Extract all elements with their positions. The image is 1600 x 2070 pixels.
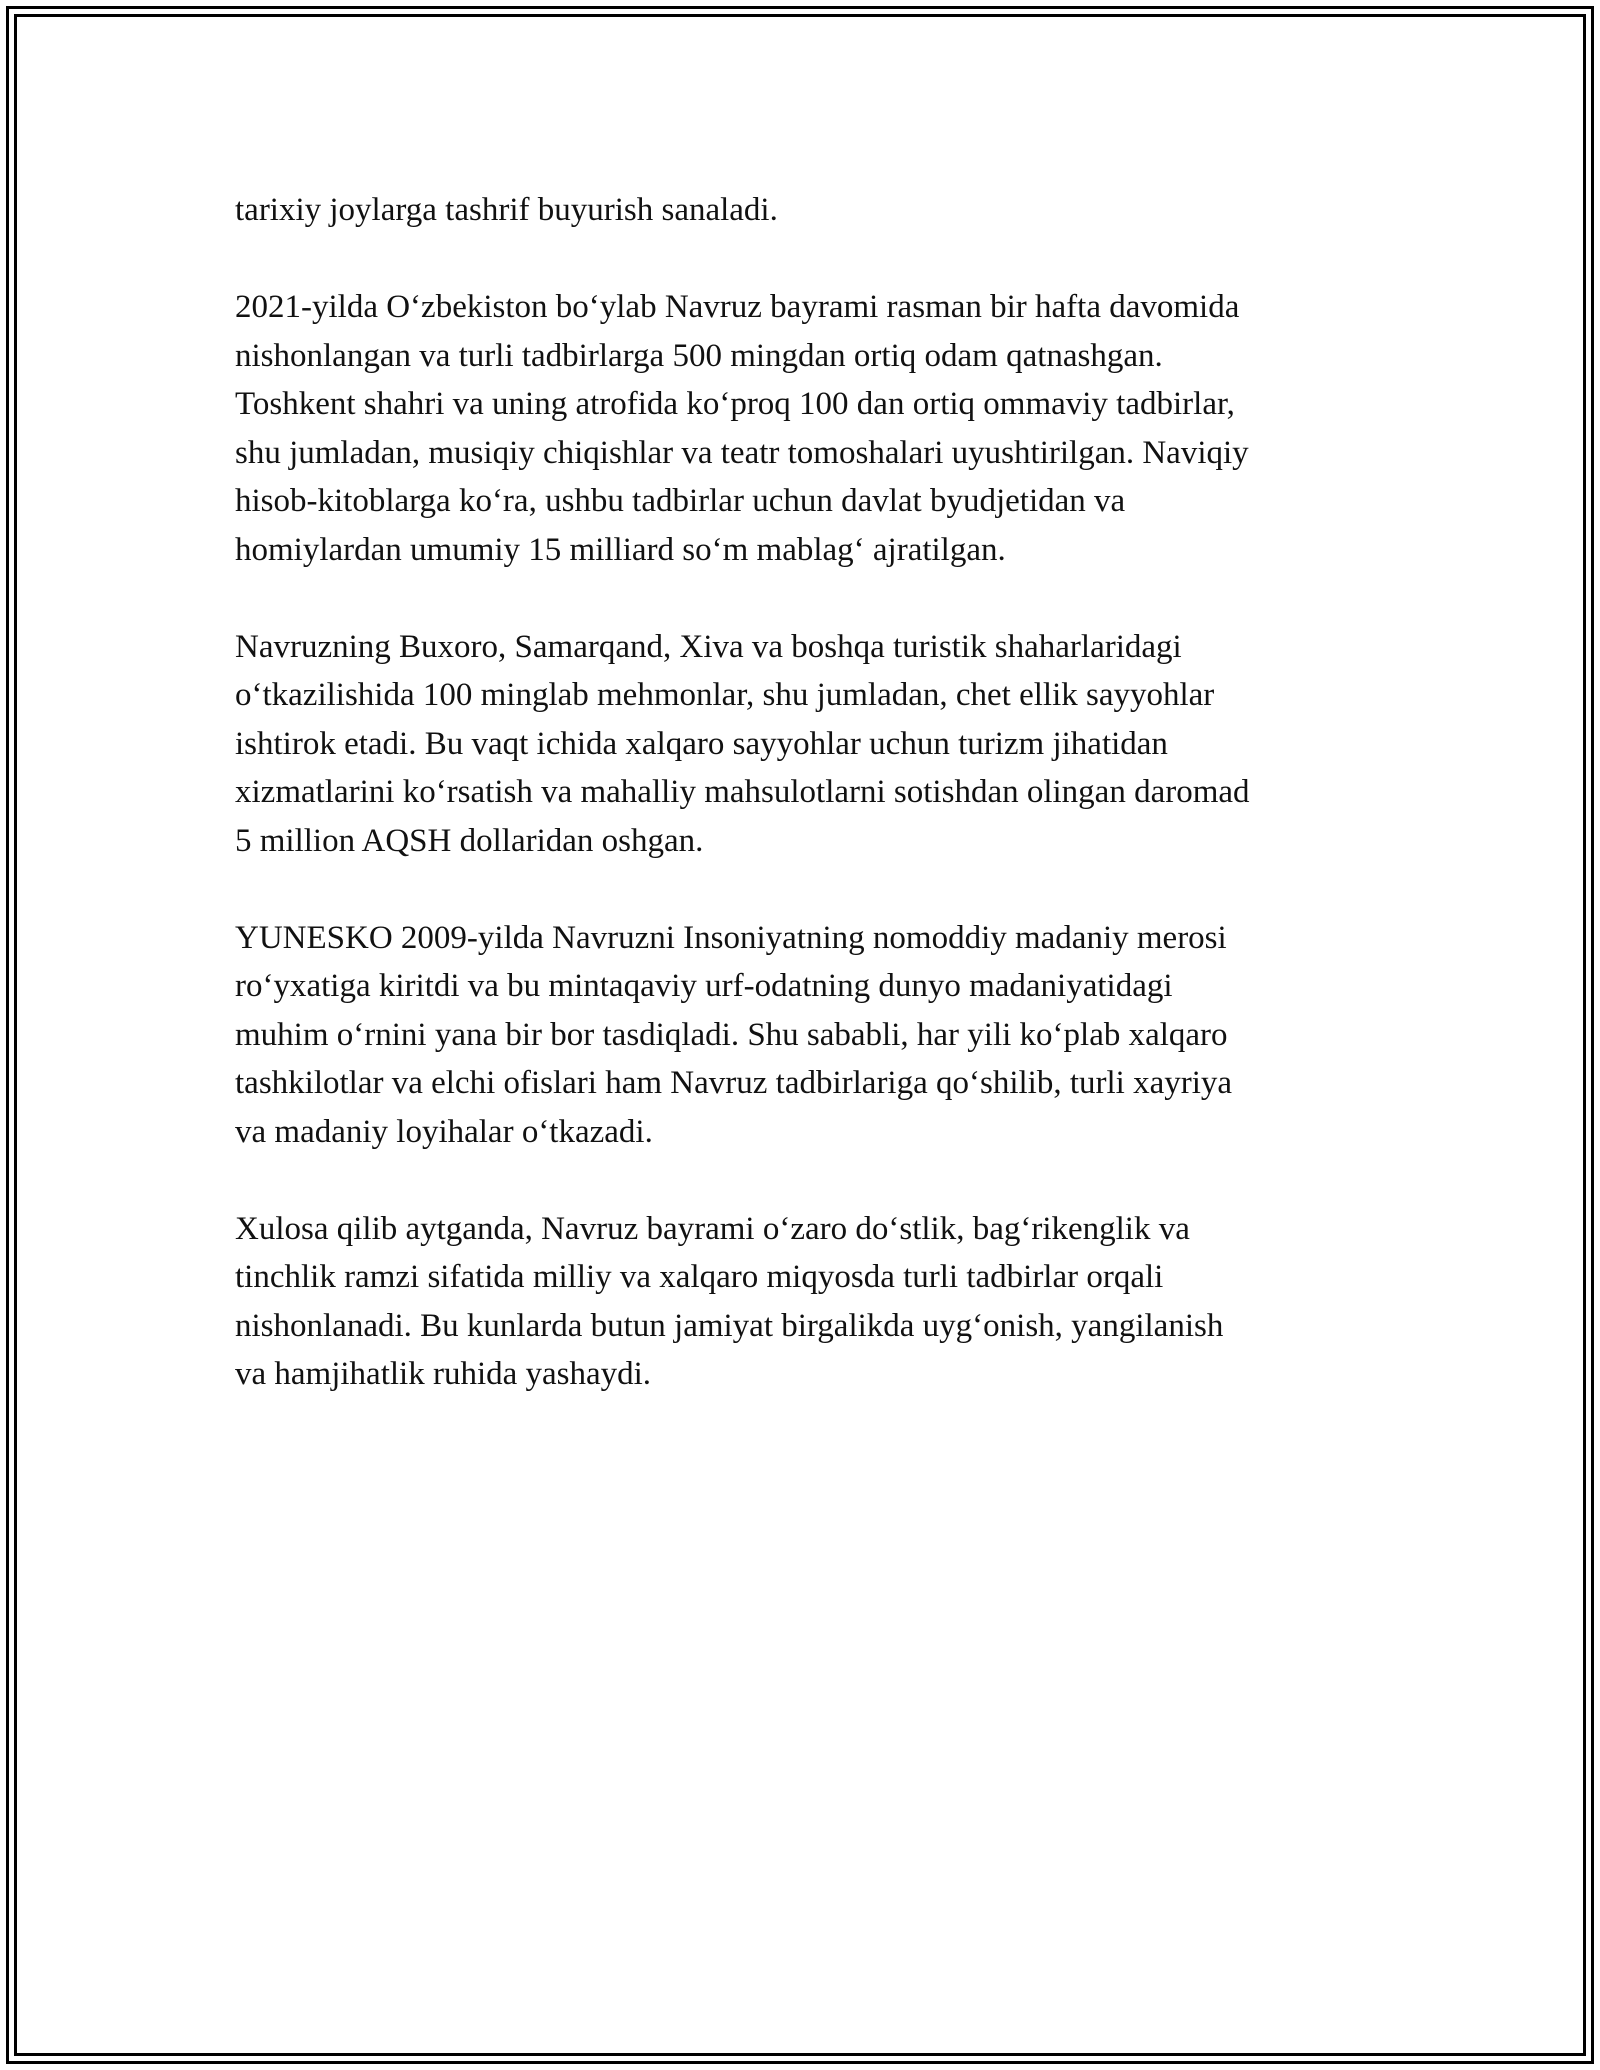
paragraph — [235, 1205, 1365, 1399]
text-line: nishonlangan va turli tadbirlarga 500 mingdan ortiq odam qatnashgan. — [235, 337, 1163, 374]
text-line: YUNESKO 2009-yilda Navruzni Insoniyatning nomoddiy madaniy merosi — [235, 919, 1227, 956]
text-line: Xulosa qilib aytganda, Navruz bayrami o‘zaro do‘stlik, bag‘rikenglik va — [235, 1210, 1190, 1247]
paragraph — [235, 623, 1365, 866]
text-line: tashkilotlar va elchi ofislari ham Navruz tadbirlariga qo‘shilib, turli xayriya — [235, 1065, 1233, 1101]
text-line: muhim o‘rnini yana bir bor tasdiqladi. Shu sababli, har yili ko‘plab xalqaro — [235, 1016, 1228, 1053]
text-line: homiylardan umumiy 15 milliard so‘m mablag‘ ajratilgan. — [235, 531, 1006, 568]
text-line: 5 million AQSH dollaridan oshgan. — [235, 822, 704, 859]
text-line: tinchlik ramzi sifatida milliy va xalqaro miqyosda turli tadbirlar orqali — [235, 1259, 1164, 1295]
text-line: o‘tkazilishida 100 minglab mehmonlar, shu jumladan, chet ellik sayyohlar — [235, 677, 1215, 713]
text-line: va hamjihatlik ruhida yashaydi. — [235, 1356, 652, 1392]
document-body — [235, 186, 1365, 1447]
text-line: va madaniy loyihalar o‘tkazadi. — [235, 1113, 653, 1150]
paragraph — [235, 186, 1365, 235]
text-line: ro‘yxatiga kiritdi va bu mintaqaviy urf-odatning dunyo madaniyatidagi — [235, 968, 1173, 1004]
text-line: 2021-yilda O‘zbekiston bo‘ylab Navruz bayrami rasman bir hafta davomida — [235, 289, 1240, 325]
paragraph — [235, 283, 1365, 574]
text-line: hisob-kitoblarga ko‘ra, ushbu tadbirlar uchun davlat byudjetidan va — [235, 483, 1126, 519]
text-line: Toshkent shahri va uning atrofida ko‘proq 100 dan ortiq ommaviy tadbirlar, — [235, 386, 1235, 422]
text-line: Navruzning Buxoro, Samarqand, Xiva va boshqa turistik shaharlaridagi — [235, 628, 1182, 665]
text-line: xizmatlarini ko‘rsatish va mahalliy mahsulotlarni sotishdan olingan daromad — [235, 774, 1250, 810]
text-line: shu jumladan, musiqiy chiqishlar va teatr tomoshalari uyushtirilgan. Naviqiy — [235, 434, 1249, 471]
text-line: nishonlanadi. Bu kunlarda butun jamiyat birgalikda uyg‘onish, yangilanish — [235, 1307, 1224, 1344]
text-line: ishtirok etadi. Bu vaqt ichida xalqaro sayyohlar uchun turizm jihatidan — [235, 725, 1168, 762]
text-line: tarixiy joylarga tashrif buyurish sanaladi. — [235, 192, 778, 228]
paragraph — [235, 914, 1365, 1157]
